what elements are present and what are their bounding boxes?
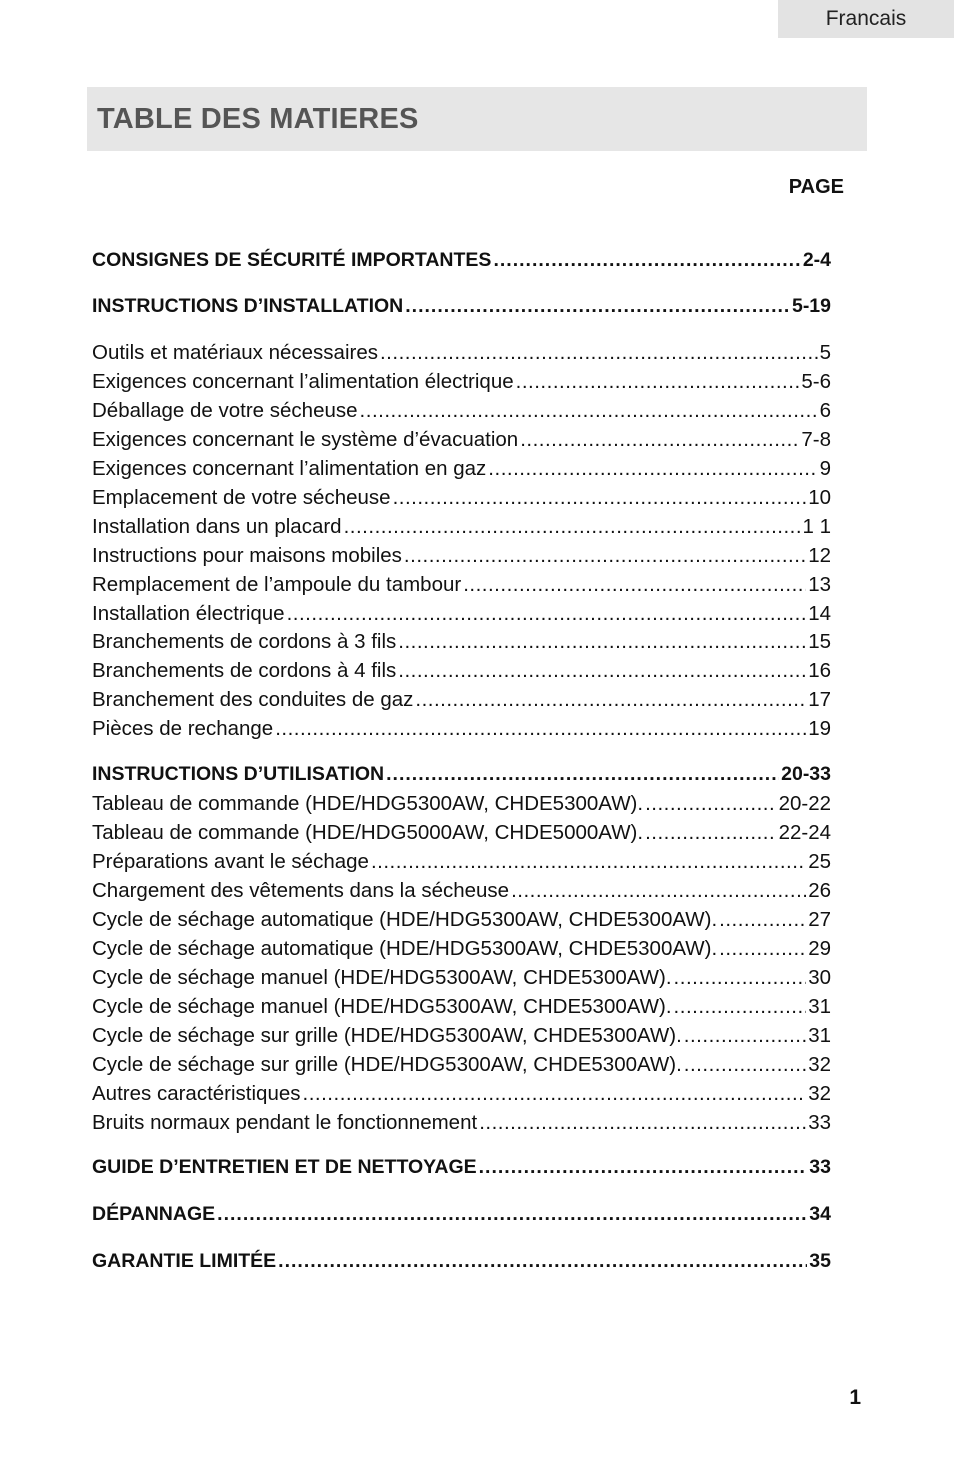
toc-entry-text: Branchement des conduites de gaz xyxy=(92,688,414,711)
toc-entry-installation[interactable] xyxy=(92,295,831,324)
toc-entry-text: Chargement des vêtements dans la sécheuse xyxy=(92,879,510,902)
toc-entry-page: 32 xyxy=(808,1082,831,1105)
toc-entry[interactable] xyxy=(92,630,831,659)
toc-entry-text: Installation dans un placard xyxy=(92,515,342,538)
toc-entry-page: 9 xyxy=(819,457,831,480)
toc-entry-text: Pièces de rechange xyxy=(92,717,274,740)
toc-entry-text: Installation électrique xyxy=(92,602,285,625)
toc-entry[interactable] xyxy=(92,1024,831,1053)
toc-entry-page: 34 xyxy=(809,1203,831,1225)
toc-entry-page: 7-8 xyxy=(801,428,831,451)
toc-entry-text: Exigences concernant l’alimentation en gaz xyxy=(92,457,487,480)
toc-entry-text: Instructions pour maisons mobiles xyxy=(92,544,402,567)
toc-entry[interactable] xyxy=(92,1053,831,1082)
toc-entry-text: Branchements de cordons à 4 fils xyxy=(92,659,397,682)
toc-entry-page: 25 xyxy=(808,850,831,873)
toc-entry-text: Exigences concernant le système d’évacuation xyxy=(92,428,519,451)
toc-entry-page: 10 xyxy=(808,486,831,509)
toc-entry[interactable] xyxy=(92,717,831,746)
toc-entry-text: Cycle de séchage automatique (HDE/HDG5300AW, CHDE5300AW). xyxy=(92,937,718,960)
page-column-header: PAGE xyxy=(788,176,844,198)
toc-entry[interactable] xyxy=(92,457,831,486)
toc-entry[interactable] xyxy=(92,515,831,544)
toc-entry-page: 33 xyxy=(809,1156,831,1178)
toc-entry-page: 5 xyxy=(819,341,831,364)
toc-entry-text: Tableau de commande (HDE/HDG5000AW, CHDE5000AW). xyxy=(92,821,644,844)
toc-entry[interactable] xyxy=(92,602,831,631)
toc-entry-page: 31 xyxy=(808,995,831,1018)
toc-entry[interactable] xyxy=(92,879,831,908)
toc-entry-text: Préparations avant le séchage xyxy=(92,850,369,873)
toc-entry-text: Autres caractéristiques xyxy=(92,1082,301,1105)
toc-entry-page: 27 xyxy=(808,908,831,931)
page-title: TABLE DES MATIERES xyxy=(97,102,419,135)
toc-entry-page: 15 xyxy=(808,630,831,653)
toc-entry[interactable] xyxy=(92,966,831,995)
toc-entry-page: 20-22 xyxy=(778,792,831,815)
toc-entry-page: 20-33 xyxy=(781,763,831,785)
toc-entry-page: 2-4 xyxy=(802,249,831,271)
toc-entry[interactable] xyxy=(92,908,831,937)
toc-entry-text: CONSIGNES DE SÉCURITÉ IMPORTANTES xyxy=(92,249,492,271)
title-bar xyxy=(87,87,867,151)
toc-entry-text: Cycle de séchage manuel (HDE/HDG5300AW, CHDE5300AW). xyxy=(92,995,672,1018)
toc-entry[interactable] xyxy=(92,792,831,821)
toc-entry-page: 30 xyxy=(808,966,831,989)
toc-entry-text: GARANTIE LIMITÉE xyxy=(92,1250,277,1272)
language-tab: Francais xyxy=(778,0,954,38)
toc-entry-text: Déballage de votre sécheuse xyxy=(92,399,358,422)
toc-entry-page: 5-6 xyxy=(801,370,831,393)
toc-entry[interactable] xyxy=(92,341,831,370)
toc-entry[interactable] xyxy=(92,1111,831,1140)
toc-entry-text: Cycle de séchage manuel (HDE/HDG5300AW, CHDE5300AW). xyxy=(92,966,672,989)
toc-entry-text: Exigences concernant l’alimentation électrique xyxy=(92,370,514,393)
toc-entry-page: 16 xyxy=(808,659,831,682)
toc-entry-entretien[interactable] xyxy=(92,1156,831,1185)
toc-entry-page: 19 xyxy=(808,717,831,740)
toc-entry-text: Cycle de séchage sur grille (HDE/HDG5300AW, CHDE5300AW). xyxy=(92,1053,682,1076)
toc-entry-page: 5-19 xyxy=(791,295,831,317)
toc-entry-page: 26 xyxy=(808,879,831,902)
toc-entry-page: 32 xyxy=(808,1053,831,1076)
toc-entry[interactable] xyxy=(92,995,831,1024)
toc-entry-page: 31 xyxy=(808,1024,831,1047)
toc-entry-page: 33 xyxy=(808,1111,831,1134)
toc-entry[interactable] xyxy=(92,821,831,850)
toc-entry-page: 17 xyxy=(808,688,831,711)
toc-entry-text: GUIDE D’ENTRETIEN ET DE NETTOYAGE xyxy=(92,1156,477,1178)
toc-entry-text: DÉPANNAGE xyxy=(92,1203,216,1225)
toc-entry[interactable] xyxy=(92,486,831,515)
toc-entry-text: Tableau de commande (HDE/HDG5300AW, CHDE5300AW). xyxy=(92,792,644,815)
toc-entry-depannage[interactable] xyxy=(92,1203,831,1232)
toc-entry-text: Outils et matériaux nécessaires xyxy=(92,341,378,364)
toc-entry[interactable] xyxy=(92,399,831,428)
toc-entry[interactable] xyxy=(92,428,831,457)
toc-entry-text: INSTRUCTIONS D’UTILISATION xyxy=(92,763,385,785)
toc-entry-garantie[interactable] xyxy=(92,1250,831,1279)
toc-entry[interactable] xyxy=(92,544,831,573)
toc-entry-page: 22-24 xyxy=(778,821,831,844)
toc-entry-page: 12 xyxy=(808,544,831,567)
toc-entry-text: Cycle de séchage sur grille (HDE/HDG5300AW, CHDE5300AW). xyxy=(92,1024,682,1047)
toc-entry-page: 35 xyxy=(809,1250,831,1272)
toc-entry[interactable] xyxy=(92,370,831,399)
page-number: 1 xyxy=(849,1386,861,1409)
toc-entry-text: Cycle de séchage automatique (HDE/HDG5300AW, CHDE5300AW). xyxy=(92,908,718,931)
toc-entry-consignes[interactable] xyxy=(92,249,831,278)
toc-entry-text: Emplacement de votre sécheuse xyxy=(92,486,391,509)
toc-entry-page: 1 1 xyxy=(802,515,831,538)
toc-entry-text: Remplacement de l’ampoule du tambour xyxy=(92,573,462,596)
toc-entry[interactable] xyxy=(92,688,831,717)
toc-entry[interactable] xyxy=(92,937,831,966)
toc-entry-page: 29 xyxy=(808,937,831,960)
toc-entry-text: INSTRUCTIONS D’INSTALLATION xyxy=(92,295,404,317)
toc-entry[interactable] xyxy=(92,1082,831,1111)
toc-entry-text: Branchements de cordons à 3 fils xyxy=(92,630,397,653)
toc-entry-page: 13 xyxy=(808,573,831,596)
toc-entry[interactable] xyxy=(92,659,831,688)
toc-entry-utilisation[interactable] xyxy=(92,763,831,792)
toc-entry-text: Bruits normaux pendant le fonctionnement xyxy=(92,1111,478,1134)
toc-entry[interactable] xyxy=(92,850,831,879)
toc-entry-page: 14 xyxy=(808,602,831,625)
toc-entry-page: 6 xyxy=(819,399,831,422)
toc-entry[interactable] xyxy=(92,573,831,602)
